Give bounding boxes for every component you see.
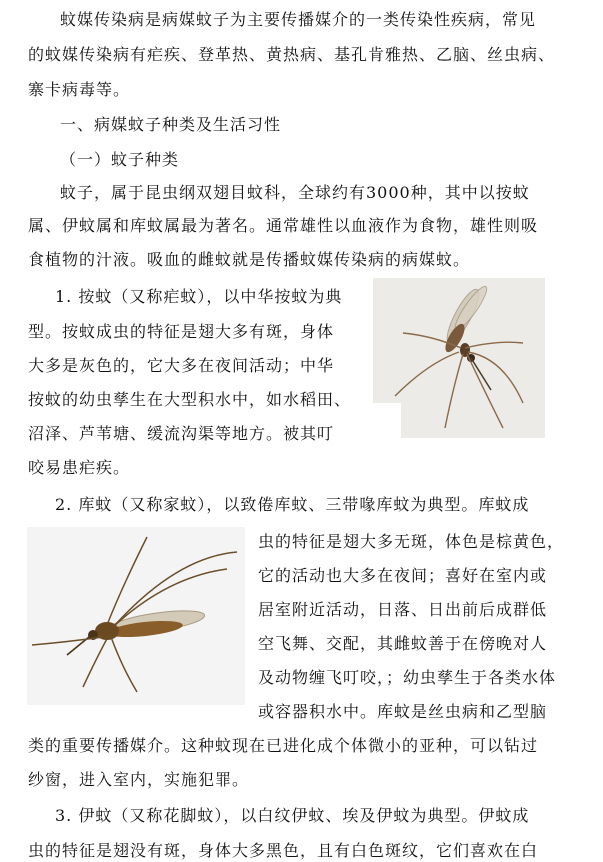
culex-line-5: 空飞舞、交配，其雌蚊善于在傍晚对人 [258,634,548,653]
culex-line-8: 类的重要传播媒介。这种蚊现在已进化成个体微小的亚种，可以钻过 [28,736,539,755]
intro-line-3: 寨卡病毒等。 [28,80,131,99]
culex-line-7: 或容器积水中。库蚊是丝虫病和乙型脑 [258,702,548,721]
anopheles-line-5: 沼泽、芦苇塘、缓流沟渠等地方。被其叮 [28,424,335,443]
culex-line-3: 它的活动也大多在夜间；喜好在室内或 [258,566,548,585]
culex-line-2: 虫的特征是翅大多无斑，体色是棕黄色， [258,532,565,551]
section-heading: 一、病媒蚊子种类及生活习性 [60,115,282,134]
subsection-heading: （一）蚊子种类 [60,150,180,169]
overview-line-3: 食植物的汁液。吸血的雌蚊就是传播蚊媒传染病的病媒蚊。 [28,250,471,269]
overview-line-1: 蚊子，属于昆虫纲双翅目蚊科，全球约有3000种，其中以按蚊 [60,183,530,202]
culex-line-1: 2. 库蚊（又称家蚊），以致倦库蚊、三带喙库蚊为典型。库蚊成 [55,495,530,514]
anopheles-line-3: 大多是灰色的，它大多在夜间活动；中华 [28,356,335,375]
anopheles-photo [373,278,545,438]
culex-line-9: 纱窗，进入室内，实施犯罪。 [28,770,250,789]
intro-line-1: 蚊媒传染病是病媒蚊子为主要传播媒介的一类传染性疾病，常见 [60,10,537,29]
intro-line-2: 的蚊媒传染病有疟疾、登革热、黄热病、基孔肯雅热、乙脑、丝虫病、 [28,45,556,64]
anopheles-line-1: 1. 按蚊（又称疟蚊），以中华按蚊为典 [55,287,343,306]
culex-photo [27,527,245,705]
anopheles-line-4: 按蚊的幼虫孳生在大型积水中，如水稻田、 [28,390,352,409]
aedes-line-1: 3. 伊蚊（又称花脚蚊），以白纹伊蚊、埃及伊蚊为典型。伊蚊成 [55,806,530,825]
anopheles-mosquito-illustration [373,278,545,438]
overview-line-2: 属、伊蚊属和库蚊属最为著名。通常雄性以血液作为食物，雄性则吸 [28,216,539,235]
anopheles-line-6: 咬易患疟疾。 [28,458,131,477]
aedes-line-2: 虫的特征是翅没有斑，身体大多黑色，且有白色斑纹，它们喜欢在白 [28,841,539,860]
culex-mosquito-illustration [27,527,245,705]
culex-line-6: 及动物缠飞叮咬，；幼虫孳生于各类水体 [258,668,557,687]
anopheles-line-2: 型。按蚊成虫的特征是翅大多有斑，身体 [28,322,335,341]
culex-line-4: 居室附近活动，日落、日出前后成群低 [258,600,548,619]
